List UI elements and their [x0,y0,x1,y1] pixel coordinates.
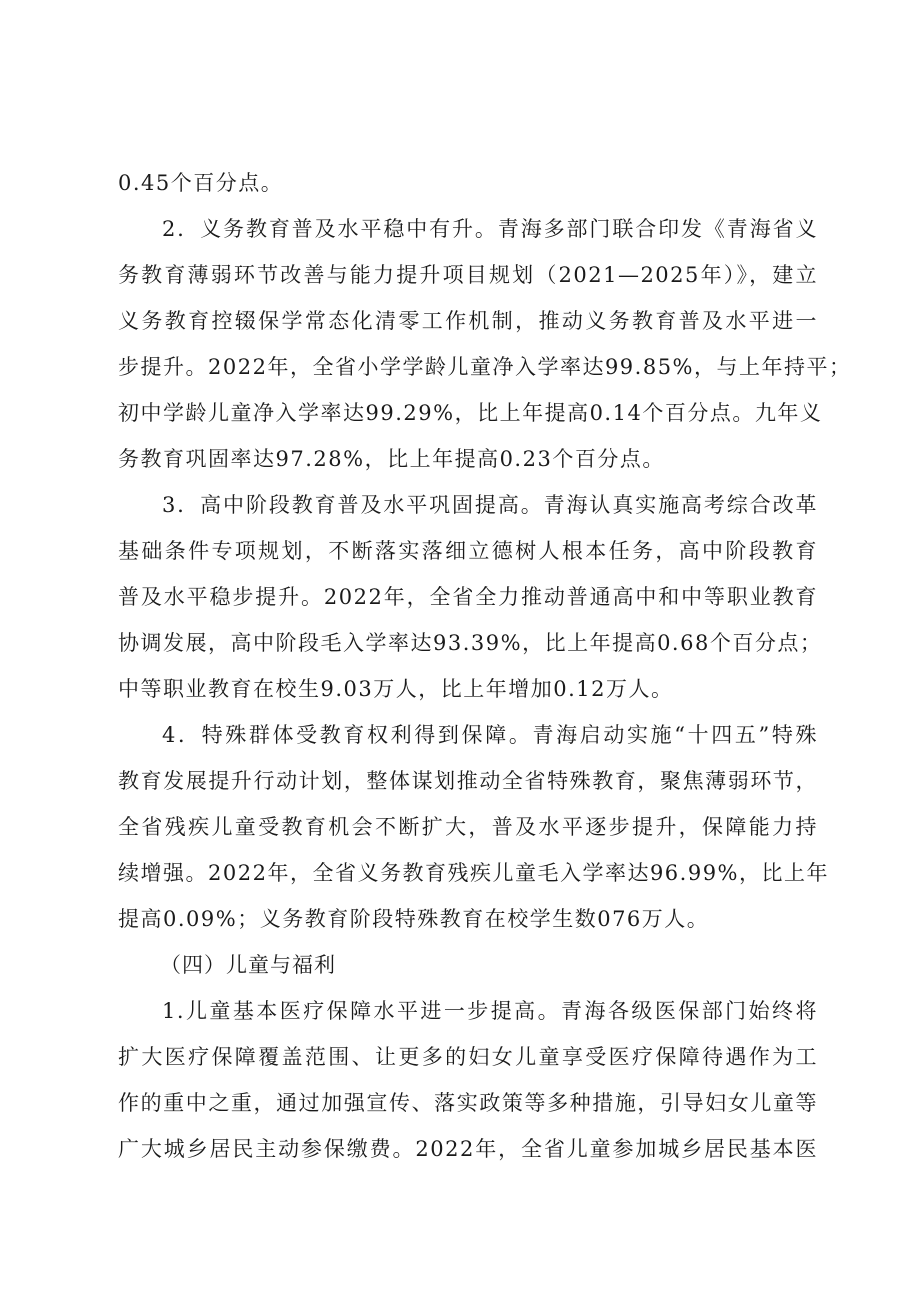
paragraph-start-line: 4．特殊群体受教育权利得到保障。青海启动实施“十四五”特殊 [162,723,818,747]
text-line: 提高0.09%；义务教育阶段特殊教育在校学生数076万人。 [118,907,710,931]
text-line: 基础条件专项规划，不断落实落细立德树人根本任务，高中阶段教育 [118,539,818,563]
paragraph-start-line: 2．义务教育普及水平稳中有升。青海多部门联合印发《青海省义 [162,217,818,241]
text-line: 教育发展提升行动计划，整体谋划推动全省特殊教育，聚焦薄弱环节， [118,769,818,793]
text-line: 全省残疾儿童受教育机会不断扩大，普及水平逐步提升，保障能力持 [118,815,818,839]
text-line: 务教育薄弱环节改善与能力提升项目规划（2021—2025年）》，建立 [118,263,818,287]
paragraph-start-line: 1.儿童基本医疗保障水平进一步提高。青海各级医保部门始终将 [162,999,818,1023]
text-line: 广大城乡居民主动参保缴费。2022年，全省儿童参加城乡居民基本医 [118,1137,818,1161]
text-line: 0.45个百分点。 [118,171,284,195]
text-line: 中等职业教育在校生9.03万人，比上年增加0.12万人。 [118,677,674,701]
text-line: 初中学龄儿童净入学率达99.29%，比上年提高0.14个百分点。九年义 [118,401,823,425]
paragraph-start-line: 3．高中阶段教育普及水平巩固提高。青海认真实施高考综合改革 [162,493,818,517]
text-line: 作的重中之重，通过加强宣传、落实政策等多种措施，引导妇女儿童等 [118,1091,818,1115]
section-heading: （四）儿童与福利 [160,953,336,977]
text-line: 续增强。2022年，全省义务教育残疾儿童毛入学率达96.99%，比上年 [118,861,830,885]
text-line: 协调发展，高中阶段毛入学率达93.39%，比上年提高0.68个百分点； [118,631,823,655]
text-line: 步提升。2022年，全省小学学龄儿童净入学率达99.85%，与上年持平； [118,355,852,379]
text-line: 务教育巩固率达97.28%，比上年提高0.23个百分点。 [118,447,665,471]
text-line: 义务教育控辍保学常态化清零工作机制，推动义务教育普及水平进一 [118,309,818,333]
text-line: 扩大医疗保障覆盖范围、让更多的妇女儿童享受医疗保障待遇作为工 [118,1045,818,1069]
text-line: 普及水平稳步提升。2022年，全省全力推动普通高中和中等职业教育 [118,585,818,609]
